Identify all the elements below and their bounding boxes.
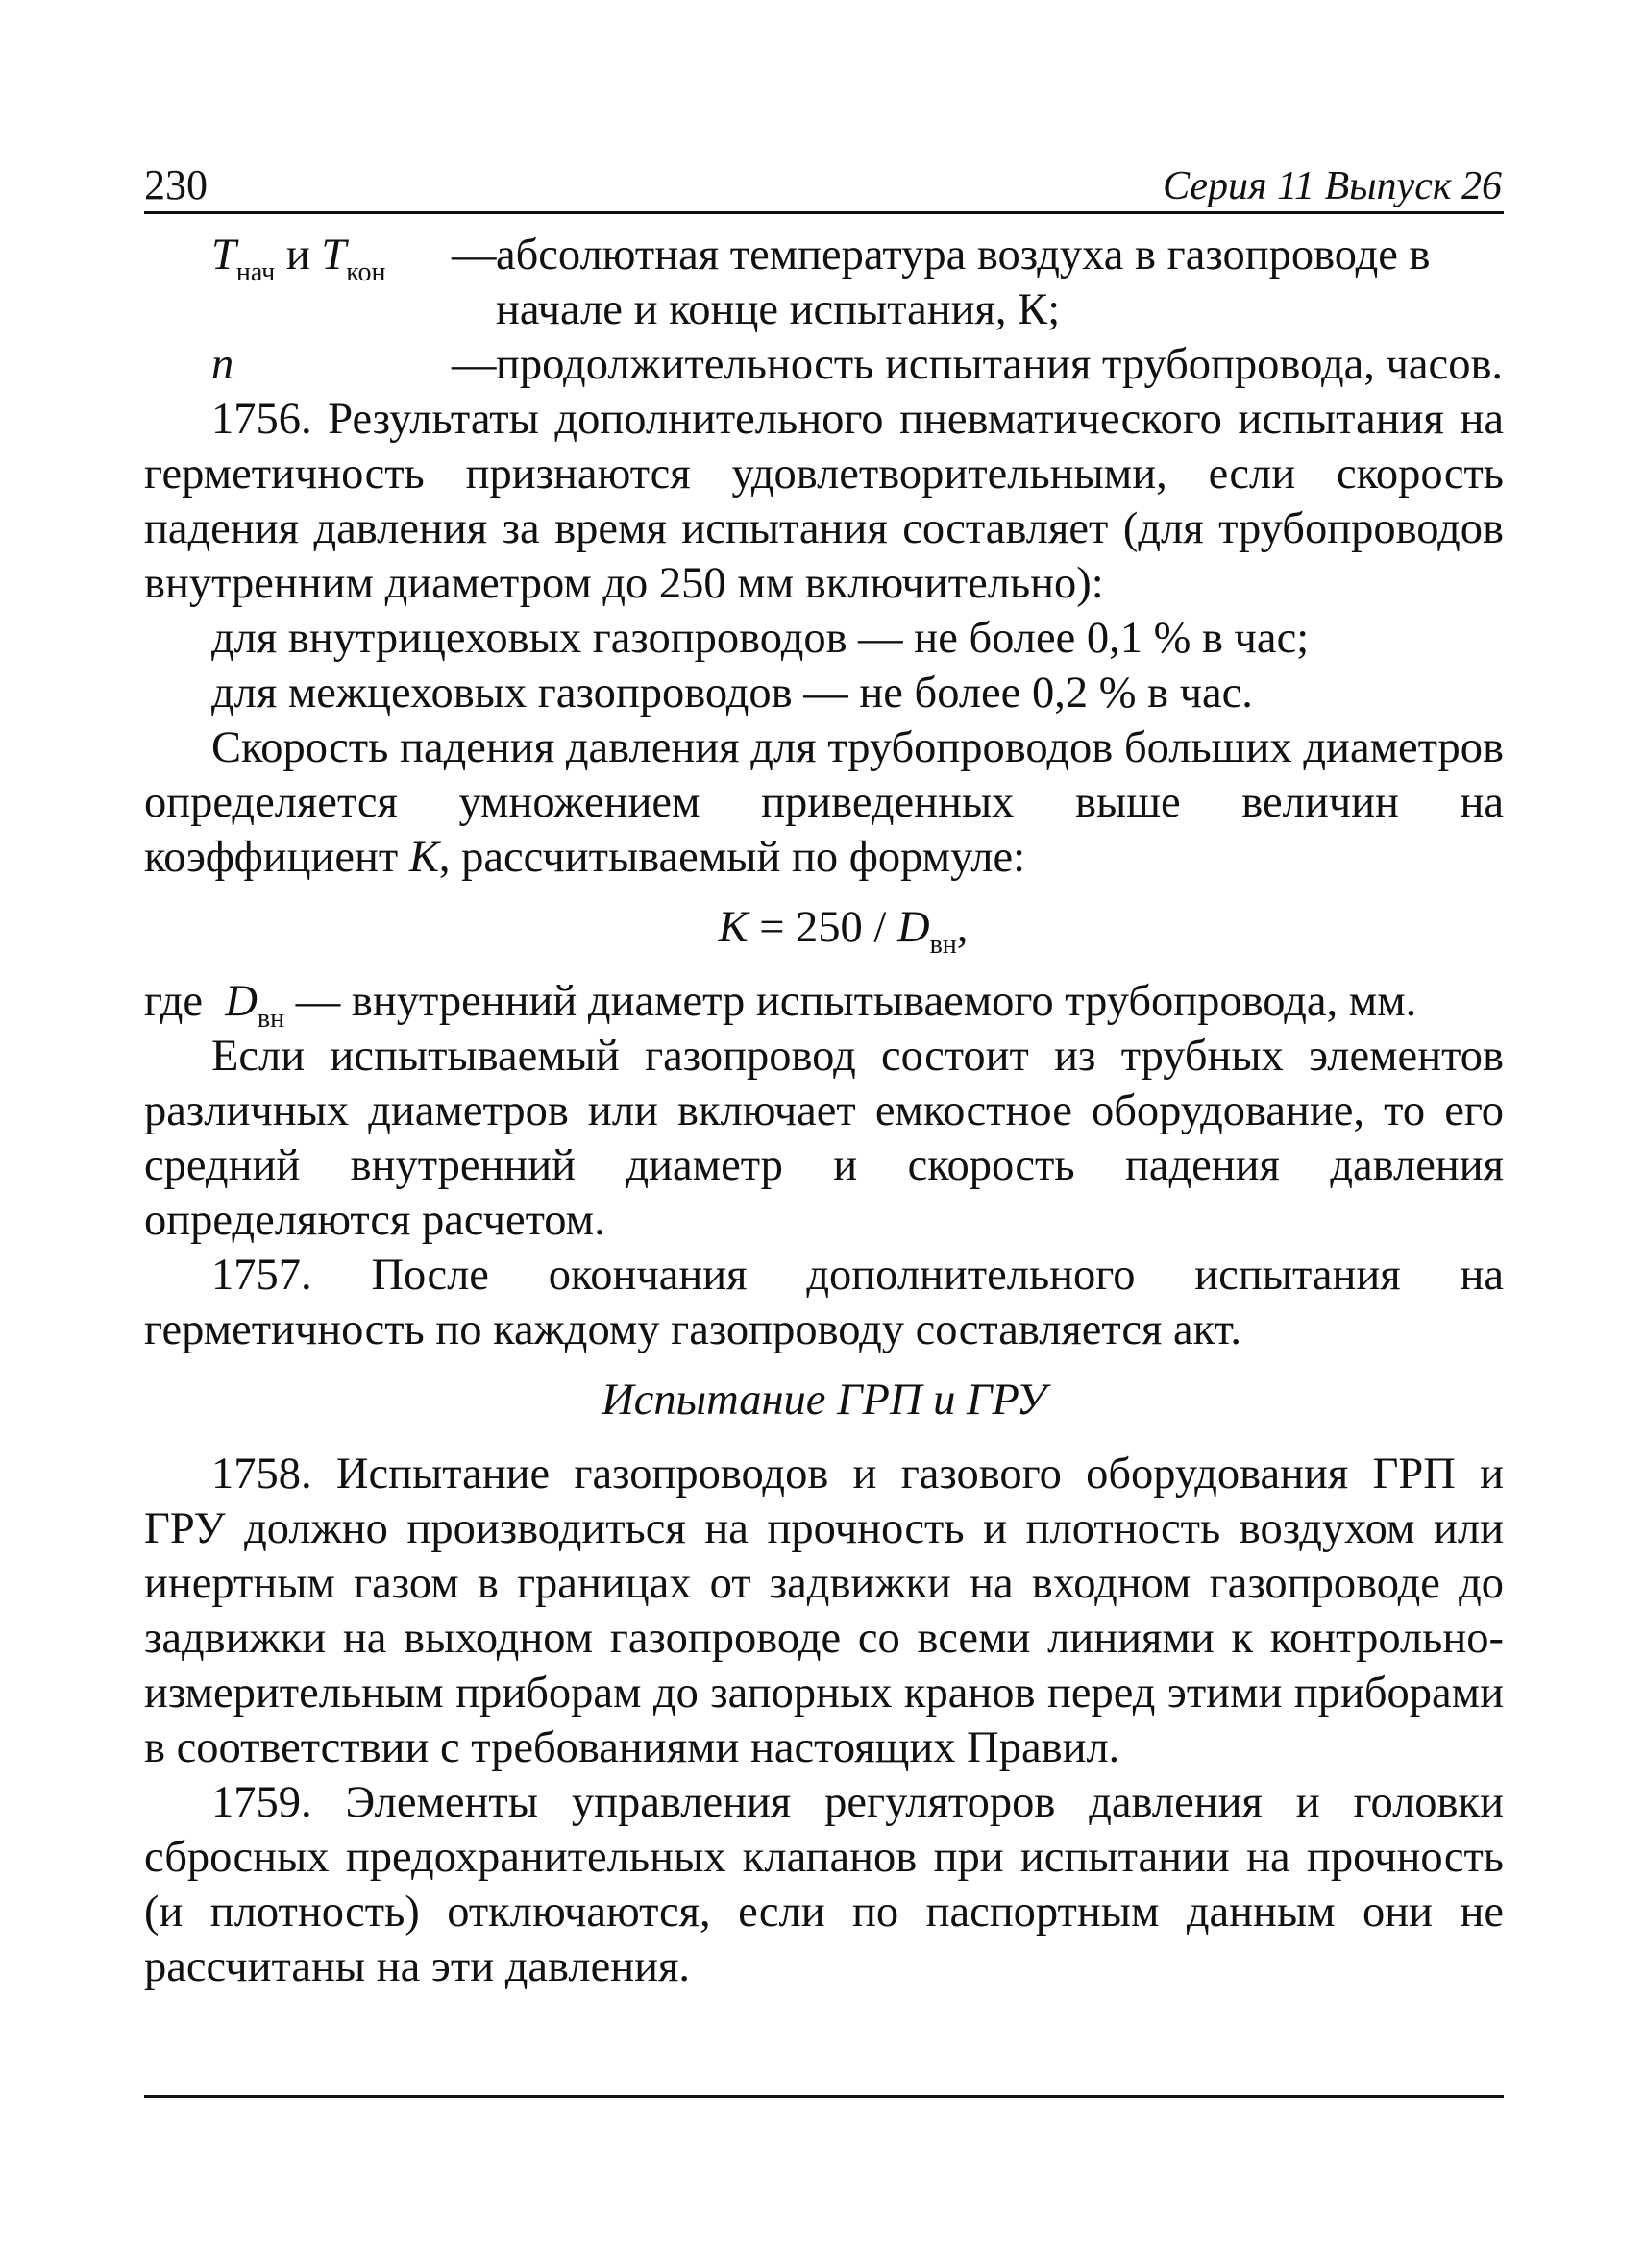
where-text: — внутренний диаметр испытываемого трубопровода, мм. <box>284 977 1417 1026</box>
formula-variable: D <box>896 903 930 952</box>
term-join: и <box>275 231 322 280</box>
paragraph-1757: 1757. После окончания дополнительного испытания на герметичность по каждому газопроводу составляется акт. <box>144 1251 1504 1354</box>
term-symbol: T <box>321 231 347 280</box>
page-body <box>144 228 1504 1994</box>
definition-dash: — <box>452 231 497 280</box>
paragraph-1758: 1758. Испытание газопроводов и газового оборудования ГРП и ГРУ должно производиться на прочность и плотность воздухом или инертным газом в границах от задвижки на входном газопроводе до задвижки на выходном газопроводе со всеми линиями к контрольно-измерительным приборам до запорных кранов перед этими приборами в соответствии с требованиями настоящих Правил. <box>144 1450 1504 1772</box>
definition-text <box>452 228 1504 337</box>
definition-dash: — <box>452 340 497 389</box>
term-symbol: T <box>211 231 236 280</box>
page-number: 230 <box>144 161 208 208</box>
term-subscript: кон <box>346 257 386 287</box>
list-item-intershop: для межцеховых газопроводов — не более 0,2 % в час. <box>211 669 1253 718</box>
term-symbol: n <box>211 340 234 389</box>
formula <box>144 900 1504 960</box>
where-variable: D <box>225 977 258 1026</box>
page-header <box>144 144 1504 214</box>
section-title: Испытание ГРП и ГРУ <box>602 1376 1046 1425</box>
speed-text-tail: , рассчитываемый по формуле: <box>438 833 1026 882</box>
definition-body: продолжительность испытания трубопровода, часов. <box>496 340 1504 389</box>
definition-text <box>452 337 1504 392</box>
definition-body: абсолютная температура воздуха в газопроводе в начале и конце испытания, К; <box>496 231 1431 334</box>
formula-end: , <box>956 903 969 952</box>
coefficient-symbol: K <box>408 833 439 882</box>
variable-definitions <box>144 228 1504 392</box>
list-item-intrashop: для внутрицеховых газопроводов — не более 0,1 % в час; <box>211 614 1310 663</box>
paragraph-1756: 1756. Результаты дополнительного пневматического испытания на герметичность признаются удовлетворительными, если скорость падения давления за время испытания составляет (для трубопроводов внутренним диаметром до 250 мм включительно): <box>144 395 1504 608</box>
formula-explanation <box>144 974 1504 1034</box>
paragraph-elements: Если испытываемый газопровод состоит из трубных элементов различных диаметров или включает емкостное оборудование, то его средний внутренний диаметр и скорость падения давления определяются расчетом. <box>144 1032 1504 1245</box>
definition-term <box>144 337 452 392</box>
definition-row <box>144 337 1504 392</box>
bottom-rule <box>144 2095 1504 2098</box>
formula-lhs: K <box>718 903 749 952</box>
where-word: где <box>144 977 214 1026</box>
running-title: Серия 11 Выпуск 26 <box>1163 164 1502 208</box>
definition-row <box>144 228 1504 337</box>
where-subscript: вн <box>257 1004 285 1034</box>
formula-subscript: вн <box>929 930 957 960</box>
paragraph-speed-coefficient <box>144 720 1504 885</box>
term-subscript: нач <box>235 257 276 287</box>
definition-term <box>144 228 452 287</box>
formula-operator: = 250 / <box>748 903 897 952</box>
paragraph-1759: 1759. Элементы управления регуляторов давления и головки сбросных предохранительных клапанов при испытании на прочность (и плотность) отключаются, если по паспортным данным они не рассчитаны на эти давления. <box>144 1778 1504 1991</box>
document-page <box>144 144 1504 2161</box>
speed-text: Скорость падения давления для трубопроводов больших диаметров определяется умножением приведенных выше величин на коэффициент <box>144 723 1504 882</box>
